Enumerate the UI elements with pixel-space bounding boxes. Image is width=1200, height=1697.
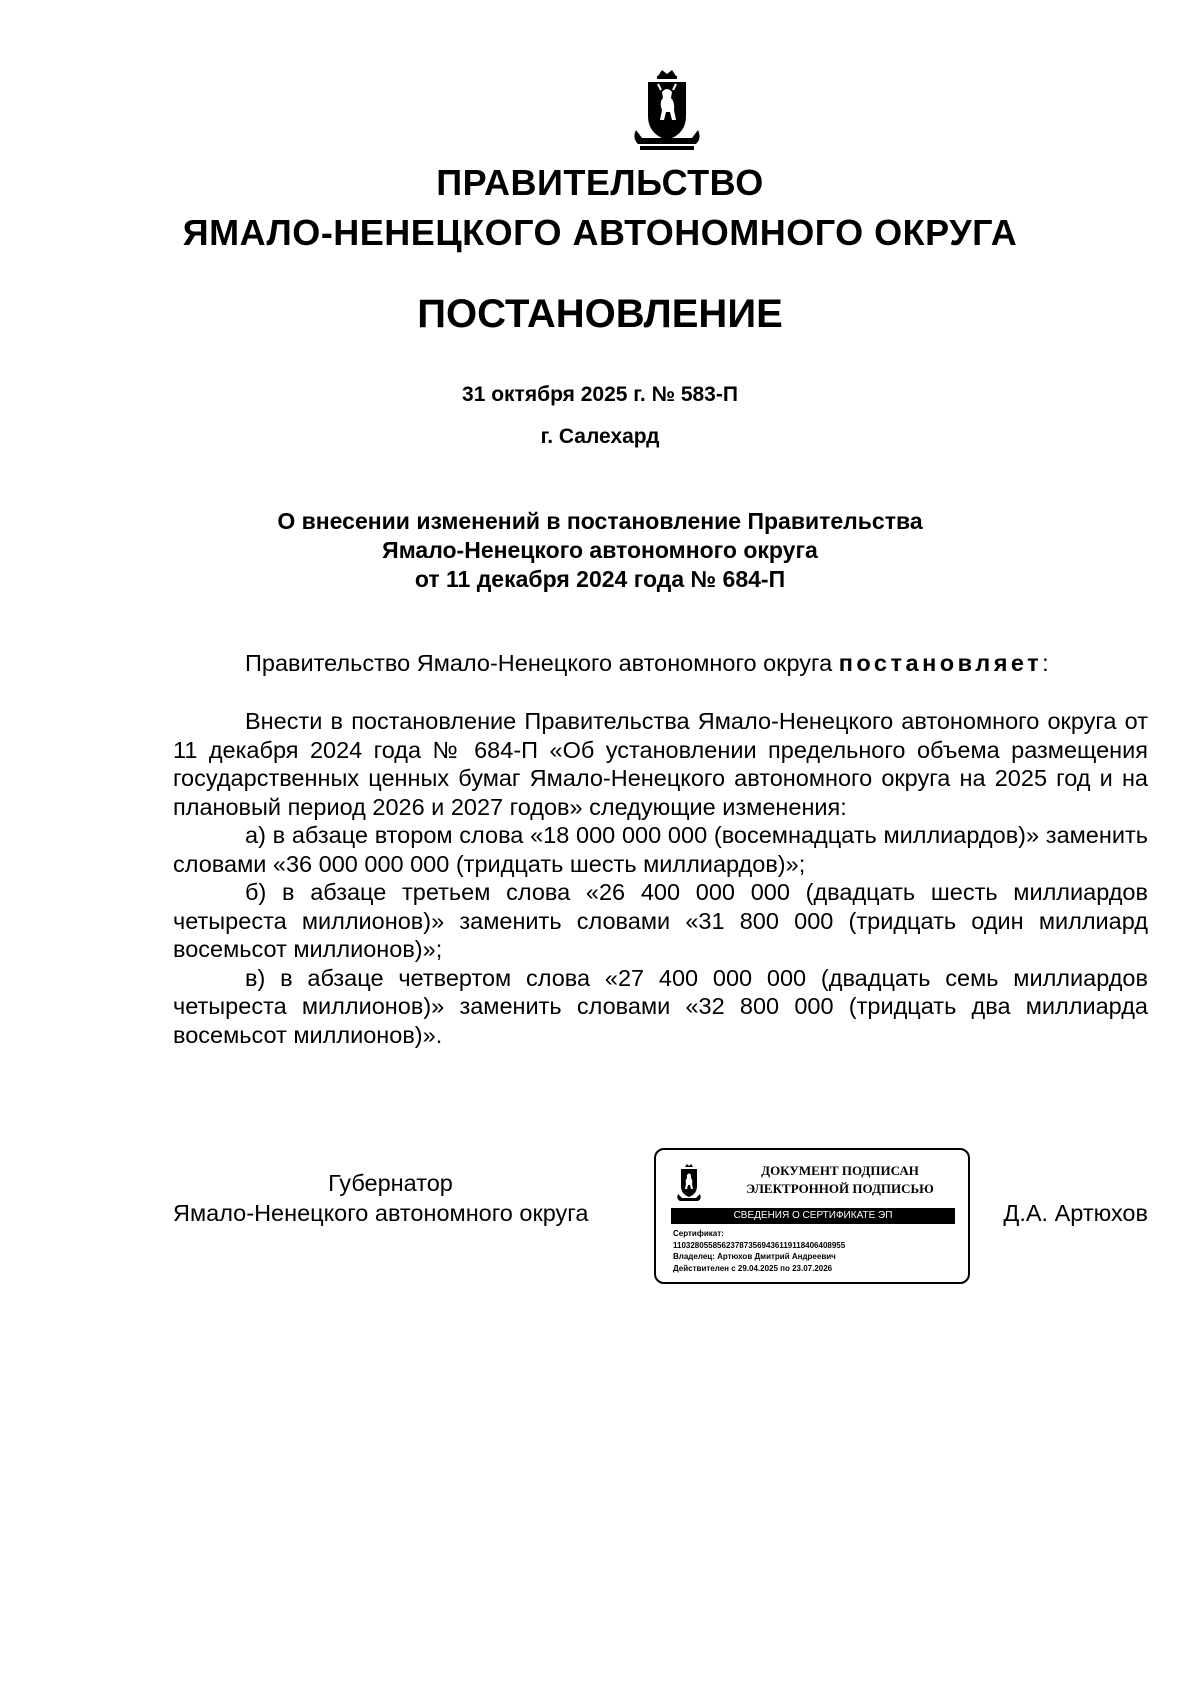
post-line2: Ямало-Ненецкого автономного округа bbox=[173, 1200, 589, 1226]
yamal-coat-of-arms-icon bbox=[628, 68, 706, 152]
city: г. Салехард bbox=[540, 425, 660, 448]
government-title-line2: ЯМАЛО-НЕНЕЦКОГО АВТОНОМНОГО ОКРУГА bbox=[182, 212, 1018, 253]
intro-emphasis: постановляет bbox=[838, 650, 1043, 676]
government-title-line1: ПРАВИТЕЛЬСТВО bbox=[436, 162, 764, 203]
stamp-cert-number: 11032805585623787356943611911840640895​5 bbox=[673, 1240, 846, 1250]
stamp-owner: Владелец: Артюхов Дмитрий Андреевич bbox=[673, 1252, 836, 1261]
stamp-certificate-bar: СВЕДЕНИЯ О СЕРТИФИКАТЕ ЭП bbox=[671, 1208, 955, 1224]
resolution-intro bbox=[173, 649, 1148, 678]
paragraph-2: а) в абзаце втором слова «18 000 000 000 (восемнадцать миллиардов)» заменить словами «36 000 000 000 (тридцать шесть миллиардов)»; bbox=[173, 822, 1148, 877]
intro-end: : bbox=[1042, 650, 1049, 676]
stamp-cert-label: Сертификат: bbox=[673, 1229, 724, 1238]
government-title bbox=[0, 158, 1200, 258]
post-line1: Губернатор bbox=[328, 1170, 453, 1196]
paragraph-3: б) в абзаце третьем слова «26 400 000 000 (двадцать шесть миллиардов четыреста миллионов)» заменить словами «31 800 000 (тридцать один миллиард восемьсот миллионов)»; bbox=[173, 879, 1148, 962]
stamp-title bbox=[716, 1162, 964, 1198]
yamal-coat-of-arms-small-icon bbox=[676, 1164, 702, 1204]
stamp-title-line1: ДОКУМЕНТ ПОДПИСАН bbox=[761, 1163, 919, 1178]
stamp-title-line2: ЭЛЕКТРОННОЙ ПОДПИСЬЮ bbox=[746, 1181, 934, 1196]
paragraph-4: в) в абзаце четвертом слова «27 400 000 000 (двадцать семь миллиардов четыреста миллионов)» заменить словами «32 800 000 (тридцать два миллиарда восемьсот миллионов)». bbox=[173, 964, 1148, 1048]
stamp-validity: Действителен с 29.04.2025 по 23.07.2026 bbox=[673, 1263, 833, 1273]
electronic-signature-stamp bbox=[654, 1148, 970, 1284]
paragraph-1: Внести в постановление Правительства Ямало-Ненецкого автономного округа от 11 декабря 2024 года № 684-П «Об установлении предельного объема размещения государственных ценных бумаг Ямало-Ненецкого автономного округа на 2025 год и на плановый период 2026 и 2027 годов» следующие изменения: bbox=[173, 708, 1148, 820]
subject-line1: О внесении изменений в постановление Правительства bbox=[277, 508, 923, 534]
document-type: ПОСТАНОВЛЕНИЕ bbox=[417, 292, 783, 336]
resolution-body bbox=[173, 707, 1148, 1049]
document-subject bbox=[0, 507, 1200, 594]
signatory-name: Д.А. Артюхов bbox=[1003, 1200, 1148, 1226]
intro-text: Правительство Ямало-Ненецкого автономного округа bbox=[245, 650, 839, 676]
signatory-post bbox=[173, 1168, 643, 1228]
subject-line2: Ямало-Ненецкого автономного округа bbox=[382, 537, 818, 563]
subject-line3: от 11 декабря 2024 года № 684-П bbox=[414, 566, 786, 592]
stamp-certificate-info bbox=[673, 1228, 963, 1274]
date-and-number: 31 октября 2025 г. № 583-П bbox=[462, 383, 738, 406]
